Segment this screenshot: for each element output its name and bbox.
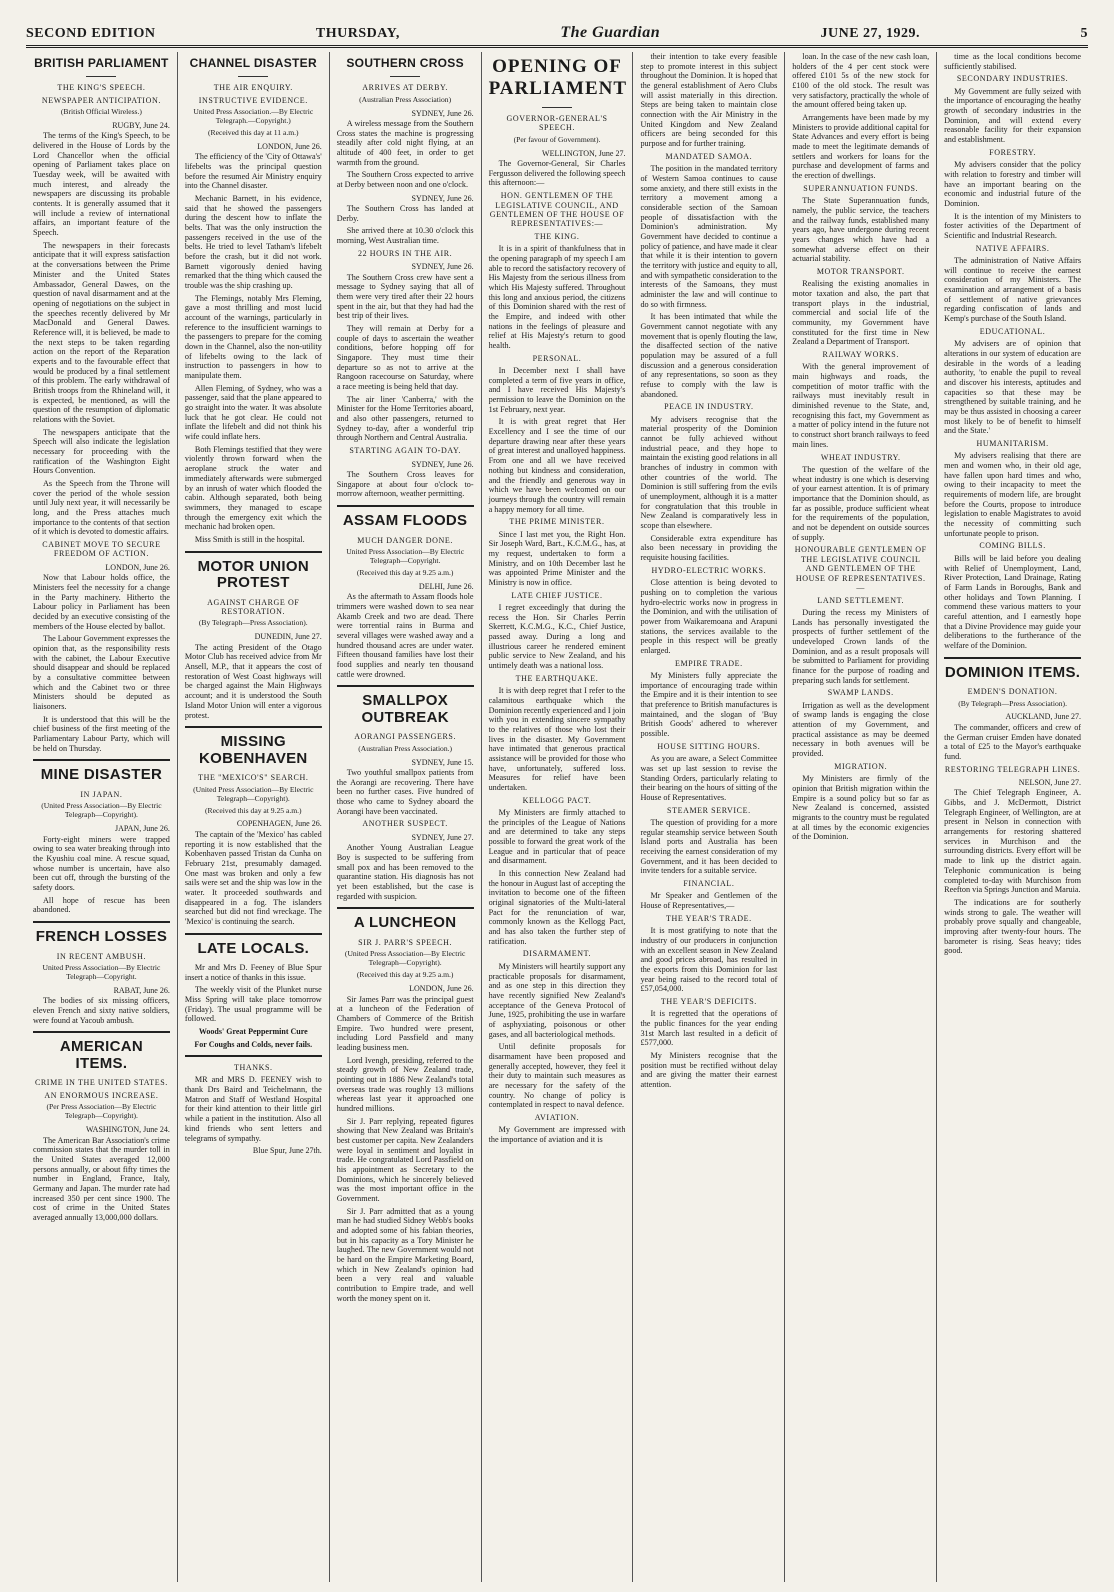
paragraph: It is the intention of my Ministers to foster activities of the Department of Scientific and Industrial Research.	[944, 211, 1082, 240]
subhead: THE "MEXICO'S" SEARCH.	[198, 773, 309, 783]
subhead: SWAMP LANDS.	[827, 688, 894, 698]
headline-southern-cross: SOUTHERN CROSS	[346, 56, 464, 70]
paragraph: My Government are fully seized with the importance of encouraging the heathy growth of secondary industries in the Dominion, and will extend every reasonable facility for their expansion and establishment.	[944, 86, 1082, 145]
paragraph: They will remain at Derby for a couple of days to ascertain the weather conditions, before hopping off for Singapore. They must time their departure so as not to arrive at the Rangoon racecourse on Saturday, where a race meeting is being held that day.	[336, 324, 474, 392]
column-5	[633, 52, 785, 1582]
subhead: AN ENORMOUS INCREASE.	[44, 1090, 159, 1100]
headline-assam-floods: ASSAM FLOODS	[342, 512, 468, 529]
paragraph: The American Bar Association's crime commission states that the murder toll in the United States averaged 12,000 persons annually, or about fifty times the number in England, France, Italy, Germany and Japan. The murder rate had increased 350 per cent since 1900. The cost of crime in the United States averaged annually 13,000,000 dollars.	[33, 1135, 170, 1222]
paragraph: Another Young Australian League Boy is suspected to be suffering from small pox and has been removed to the quarantine station. His diagnosis has not yet been established, but the case is regarded with suspicion.	[336, 843, 474, 901]
subhead: PEACE IN INDUSTRY.	[664, 402, 754, 412]
headline-late-locals: LATE LOCALS.	[197, 939, 310, 957]
headline-french-losses: FRENCH LOSSES	[35, 928, 168, 946]
paragraph: She arrived there at 10.30 o'clock this morning, West Australian time.	[336, 226, 474, 246]
issue-date: JUNE 27, 1929.	[820, 26, 921, 41]
paragraph: All hope of rescue has been abandoned.	[33, 895, 170, 915]
issue-day: THURSDAY,	[315, 26, 400, 41]
paragraph: Considerable extra expenditure has also been necessary in providing the requisite housing facilities.	[640, 533, 778, 563]
subhead: FINANCIAL.	[683, 879, 735, 889]
dateline: RABAT, June 26.	[113, 985, 170, 995]
paragraph: It is with deep regret that I refer to the calamitous earthquake which the Dominion recently experienced and I join with you in extending sincere sympathy to the relatives of those who lost their lives in the disaster. My Government have intimated that generous practical assistance will be provided for those who have, unfortunately, suffered loss. Measures for relief have been undertaken.	[488, 686, 626, 792]
paragraph: It is most gratifying to note that the industry of our producers in conjunction with an excellent season in New Zealand and good prices abroad, has resulted in the exports from this Dominion for last year being raised to the record total of £57,054,000.	[640, 926, 778, 994]
paragraph: The Southern Cross has landed at Derby.	[336, 204, 474, 223]
divider	[33, 1031, 170, 1033]
dateline: SYDNEY, June 27.	[411, 832, 474, 842]
divider	[33, 759, 170, 761]
received-note: (Received this day at 9.25 a.m.)	[204, 805, 302, 815]
subhead-thanks: THANKS.	[233, 1063, 273, 1073]
paragraph: I regret exceedingly that during the recess the Hon. Sir Charles Perrin Skerrett, K.C.M.G., K.C., Chief Justice, passed away. During a long and illustrious career he rendered eminent public service to New Zealand, and his untimely death was a national loss.	[488, 603, 626, 671]
dateline: NELSON, June 27.	[1018, 778, 1082, 788]
paragraph: As the Speech from the Throne will cover the period of the whole session until July next year, it will necessarily be long, and the Press attaches much importance to the contents of that section of it which is devoted to domestic affairs.	[33, 478, 170, 537]
subhead: LATE CHIEF JUSTICE.	[511, 590, 603, 600]
paragraph: It is regretted that the operations of the public finances for the year ending 31st March last resulted in a deficit of £577,000.	[640, 1009, 778, 1048]
dateline: DUNEDIN, June 27.	[254, 632, 322, 642]
paragraph: My advisers consider that the policy with relation to forestry and timber will have an important bearing on the economic and industrial future of the Dominion.	[944, 160, 1082, 208]
dateline: JAPAN, June 26.	[115, 824, 170, 834]
subhead: MANDATED SAMOA.	[665, 151, 753, 161]
paragraph: My Ministers are firmly of the opinion that British migration within the Empire is a sound policy but so far as New Zealand is concerned, assisted migrants to the country must be regulated at all times by the economic exigencies of the Dominion.	[792, 774, 930, 842]
subhead: THE KING'S SPEECH.	[57, 83, 146, 93]
column-6	[785, 52, 937, 1582]
received-note: (Received this day at 9.25 a.m.)	[356, 567, 454, 577]
subhead: THE YEAR'S DEFICITS.	[660, 996, 757, 1006]
subhead: LAND SETTLEMENT.	[817, 595, 905, 605]
dateline: SYDNEY, June 26.	[411, 262, 474, 272]
divider	[337, 907, 474, 909]
paragraph: My Ministers are firmly attached to the principles of the League of Nations and are determined to take any steps possible to forward the great work of the League and in particular that of peace and disarmament.	[488, 808, 626, 866]
subhead: HONOURABLE GENTLEMEN OF THE LEGISLATIVE COUNCIL AND GENTLEMEN OF THE HOUSE OF REPRESENTATIVES.—	[794, 545, 927, 593]
dateline: LONDON, June 26.	[409, 984, 474, 994]
subhead: SIR J. PARR'S SPEECH.	[358, 937, 453, 947]
paragraph: Now that Labour holds office, the Ministers feel the necessity for a change in the Party machinery. Hitherto the Labour policy in Parliament has been decided by an executive consisting of the members of the House elected by ballot.	[33, 573, 170, 631]
subhead: HON. GENTLEMEN OF THE LEGISLATIVE COUNCIL, AND GENTLEMEN OF THE HOUSE OF REPRESENTATIVES:—	[489, 191, 625, 229]
headline-motor-union-protest: MOTOR UNION PROTEST	[197, 557, 309, 592]
divider	[944, 657, 1081, 659]
dateline: COPENHAGEN, June 26.	[236, 819, 322, 829]
paragraph: The terms of the King's Speech, to be delivered in the House of Lords by the Lord Chancellor when the official opening of Parliament takes place on Tuesday week, will be awaited with much interest, and already the newspapers are discussing its probable contents. It is generally assumed that it will include a review of international affairs, an important feature of the Speech.	[33, 131, 170, 238]
dateline: RUGBY, June 24.	[112, 120, 170, 130]
subhead: COMING BILLS.	[979, 541, 1046, 551]
subhead: HOUSE SITTING HOURS.	[657, 741, 761, 751]
credit-line: (United Press Association—By Electric Telegraph—Copyright).	[344, 949, 466, 968]
paragraph: Allen Fleming, of Sydney, who was a passenger, said that the plane appeared to go straight into the water. It was absolute luck that he got clear. He could not inflate the lifebelt and did not think his wife could inflate hers.	[184, 383, 322, 442]
subhead: IN JAPAN.	[80, 789, 123, 799]
headline-channel-disaster: CHANNEL DISASTER	[189, 56, 317, 70]
paragraph: Both Flemings testified that they were violently thrown forward when the aeroplane struck the water and immediately afterwards were submerged by an inrush of water which flooded the cabin. Although separated, both being swimmers, they managed to escape through the emergency exit which the mechanic had broken open.	[184, 444, 322, 532]
dateline: AUCKLAND, June 27.	[1005, 712, 1082, 722]
subhead: FORESTRY.	[989, 147, 1036, 157]
masthead	[26, 22, 1088, 48]
paragraph: Close attention is being devoted to pushing on to completion the various hydro-electric works now in progress in the Dominion, and with the utilisation of power from Waikaremoana and Arapuni stations, the services available to the people in this respect will be greatly enlarged.	[640, 578, 778, 655]
subhead: AVIATION.	[534, 1112, 580, 1122]
divider	[185, 933, 322, 935]
paragraph: Arrangements have been made by my Ministers to provide additional capital for State Advances and every effort is being made to meet the legitimate demands of settlers and workers for loans for the purchase and development of farms and the erection of dwellings.	[792, 113, 930, 181]
subhead: RESTORING TELEGRAPH LINES.	[944, 764, 1081, 774]
dateline: LONDON, June 26.	[257, 141, 322, 151]
divider	[542, 107, 572, 108]
column-7	[937, 52, 1088, 1582]
headline-a-luncheon: A LUNCHEON	[353, 914, 457, 932]
dateline: WASHINGTON, June 24.	[86, 1125, 170, 1135]
paragraph: Mr Speaker and Gentlemen of the House of Representatives,—	[640, 891, 778, 911]
dateline: LONDON, June 26.	[105, 562, 170, 572]
headline-opening-of-parliament: OPENING OF PARLIAMENT	[488, 56, 628, 100]
paragraph: The captain of the 'Mexico' has cabled reporting it is now established that the Kobenhaven passed Tristan da Cunha on February 21st, presumably damaged. One mast was broken and only a few sails were set and the ship was low in the water. It proceeded southwards and disappeared in a fog. The islanders searched but did not find wreckage. The 'Mexico' is continuing the search.	[184, 829, 322, 926]
page-number: 5	[1080, 26, 1088, 41]
subhead: AORANGI PASSENGERS.	[354, 732, 457, 742]
credit-line: (By Telegraph—Press Association).	[198, 618, 308, 628]
paragraph: Bills will be laid before you dealing with Relief of Unemployment, Land, River Protection, Land Drainage, Rating of Farm Lands in Boroughs, Bank and other holidays and Town Planning. I commend these various matters to your careful attention, and I earnestly hope that a Divine Providence may guide your deliberations to the furtherance of the welfare of the Dominion.	[944, 553, 1082, 650]
paragraph: In this connection New Zealand had the honour in August last of accepting the invitation to become one of the fifteen original signatories of the Multi-lateral Pact for the renunciation of war, commonly known as the Kellogg Pact, and has also taken the further step of ratification.	[488, 869, 626, 946]
paragraph: The Governor-General, Sir Charles Fergusson delivered the following speech this afternoon:—	[488, 159, 626, 188]
signature-line: Blue Spur, June 27th.	[252, 1146, 322, 1156]
paragraph: The efficiency of the 'City of Ottawa's' lifebelts was the principal question before the resumed Air Ministry enquiry into the Channel disaster.	[184, 152, 322, 191]
subhead: MUCH DANGER DONE.	[357, 535, 454, 545]
subhead: STEAMER SERVICE.	[667, 805, 751, 815]
paragraph: The Southern Cross expected to arrive at Derby between noon and one o'clock.	[336, 170, 474, 190]
paragraph: Irrigation as well as the development of swamp lands is engaging the close attention of my Government, and practical assistance as may be deemed necessary in both avenues will be provided.	[792, 700, 930, 759]
divider	[337, 505, 474, 507]
column-1	[26, 52, 178, 1582]
credit-line: (United Press Association—By Electric Telegraph—Copyright).	[41, 801, 162, 820]
paragraph: Realising the existing anomalies in motor taxation and also, the part that transport plays in the industrial, commercial and social life of the community, my Government have constituted for the first time in New Zealand a Department of Transport.	[792, 279, 930, 347]
received-note: (Received this day at 11 a.m.)	[207, 127, 299, 137]
credit-line: (Australian Press Association)	[359, 94, 452, 104]
subhead: ANOTHER SUSPECT.	[362, 819, 448, 829]
divider	[337, 685, 474, 687]
paragraph: Mr and Mrs D. Feeney of Blue Spur insert a notice of thanks in this issue.	[184, 963, 322, 982]
subhead: WHEAT INDUSTRY.	[820, 452, 901, 462]
subhead: NATIVE AFFAIRS.	[975, 243, 1050, 253]
advert-line: Woods' Great Peppermint Cure	[198, 1027, 308, 1037]
paragraph: The acting President of the Otago Motor Club has received advice from Mr Ansell, M.P., that it appears the cost of restoration of West Coast highways will be charged against the Main Highways account; and it is understood the South Island Motor Union will enter a vigorous protest.	[184, 642, 322, 720]
paragraph: As the aftermath to Assam floods hole trimmers were washed down to sea near Akamb Creek and two are dead. There were torrential rains in Burma and several villages were washed away and a hundred thousand acres are under water. Fifteen thousand families have lost their food supplies and nearly ten thousand cattle were drowned.	[336, 592, 474, 679]
subhead: IN RECENT AMBUSH.	[56, 951, 147, 961]
credit-line: United Press Association—By Electric Telegraph—Copyright.	[42, 962, 161, 981]
paragraph: The air liner 'Canberra,' with the Minister for the Home Territories aboard, and also other passengers, returned to Sydney to-day, after a wonderful trip through Northern and Central Australia.	[336, 394, 474, 443]
paragraph: Until definite proposals for disarmament have been proposed and generally accepted, however, they feel it their duty to maintain such measures as are necessary for the safety of the country. No change of policy is contemplated in respect to naval defence.	[488, 1042, 626, 1110]
newspaper-title: The Guardian	[560, 24, 661, 41]
credit-line: (United Press Association—By Electric Telegraph—Copyright).	[193, 784, 314, 803]
dateline: SYDNEY, June 26.	[411, 108, 474, 118]
credit-line: (Per Press Association—By Electric Telegraph—Copyright).	[46, 1102, 157, 1121]
paragraph: The question of providing for a more regular steamship service between South Island ports and Australia has been receiving the earnest consideration of my Government, and it has been decided to invite tenders for a suitable service.	[640, 817, 778, 876]
paragraph: My Ministers will heartily support any practicable proposals for disarmament, and as one step in this direction they have recently signified New Zealand's acceptance of the Geneva Protocol of June, 1925, prohibiting the use in warfare of asphyxiating, poisonous or other gases, and all bacteriological methods.	[488, 961, 626, 1039]
subhead: ARRIVES AT DERBY.	[362, 83, 448, 93]
paragraph: My advisers recognise that the material prosperity of the Dominion cannot be fully achieved without industrial peace, and they hope to maintain the existing good relations in all branches of industry in common with other countries of the world. The Dominion is still suffering from the evils of unemployment, although it is a matter for congratulation that this trouble in New Zealand is comparatively less in scope than elsewhere.	[640, 414, 778, 531]
paragraph: Lord Ivengh, presiding, referred to the steady growth of New Zealand trade, pointing out in 1886 New Zealand's total overseas trade was roughly 13 millions whereas last year it approached one hundred millions.	[336, 1055, 474, 1113]
headline-missing-kobenhaven: MISSING KOBENHAVEN	[199, 733, 308, 767]
subhead: DISARMAMENT.	[522, 949, 592, 959]
paragraph: A wireless message from the Southern Cross states the machine is progressing steadily after cold night flying, at an altitude of 400 feet, in order to get warmth from the ground.	[336, 118, 474, 167]
paragraph: The question of the welfare of the wheat industry is one which is deserving of your earnest attention. It is of primary importance that the Dominion should, as far as possible, produce sufficient wheat for the requirements of the population, and not be dependent on outside sources of supply.	[792, 464, 930, 542]
credit-line: United Press Association.—By Electric Telegraph.—Copyright.)	[193, 107, 314, 125]
subhead: KELLOGG PACT.	[522, 795, 592, 805]
subhead: EMDEN'S DONATION.	[967, 687, 1058, 697]
paragraph: loan. In the case of the new cash loan, holders of the 4 per cent stock were offered £101 5s of the new stock for £100 of the old stock. The result was very satisfactory, practically the whole of the amount offered being taken up.	[792, 52, 930, 110]
subhead: HUMANITARISM.	[976, 438, 1049, 448]
paragraph: Since I last met you, the Right Hon. Sir Joseph Ward, Bart., K.C.M.G., has, at my request, undertaken to form a Ministry, and on 10th December last he was appointed Prime Minister and the Ministry is now in office.	[488, 529, 626, 587]
paragraph: The Flemings, notably Mrs Fleming, gave a most thrilling and most lucid account of the warnings, particularly in reference to the insufficient warnings to the passengers to prepare for the coming down in the Channel, also the non-utility of lifebelts owing to the lack of instruction to passengers in how to manipulate them.	[184, 293, 322, 381]
paragraph: It is understood that this will be the chief business of the first meeting of the Parliamentary Labour Party, which will be held on Thursday.	[33, 714, 170, 753]
paragraph: Mechanic Barnett, in his evidence, said that he showed the passengers during the descent how to inflate the belts. That was the only instruction the passengers received in the use of the belts. He tried to level Tatham's lifebelt before the crash, but it did not work. Barnett vigorously denied having remarked that the thing which caused the trouble was the ship crashing up.	[184, 194, 322, 291]
subhead: MOTOR TRANSPORT.	[816, 266, 905, 276]
subhead: CABINET MOVE TO SECURE FREEDOM OF ACTION.	[42, 539, 161, 559]
paragraph: It is in a spirit of thankfulness that in the opening paragraph of my speech I am able to record the satisfactory recovery of His Majesty from the serious illness from which His Majesty suffered. Throughout this long and anxious period, the citizens of this Dominion shared with the rest of the Empire, and indeed with other nations in the feelings of pleasure and relief at His Majesty's return to good health.	[488, 244, 626, 350]
subhead: MIGRATION.	[834, 761, 888, 771]
paragraph: The Labour Government expresses the opinion that, as the responsibility rests with the cabinet, the Labour Executive should disappear and should be replaced by a consultative committee between which and the Cabinet two or three Ministers should be deputed as liaisoners.	[33, 634, 170, 712]
paragraph: Sir James Parr was the principal guest at a luncheon of the Federation of Chambers of Commerce of the British Empire. Two hundred were present, including Lord Passfield and many leading business men.	[336, 994, 474, 1052]
headline-mine-disaster: MINE DISASTER	[40, 766, 163, 784]
divider	[185, 1055, 322, 1057]
paragraph: My advisers realising that there are men and women who, in their old age, have fallen upon hard times and who, owing to their incapacity to meet the requirements of modern life, are brought before the Courts, propose to introduce legislation to enable Magistrates to avoid the necessity of committing such unfortunate people to prison.	[944, 451, 1082, 538]
subhead: NEWSPAPER ANTICIPATION.	[41, 95, 161, 105]
subhead: EMPIRE TRADE.	[675, 658, 743, 668]
paragraph: Two youthful smallpox patients from the Aorangi are recovering. There have been no further cases. Five hundred of those who came to Sydney aboard the Aorangi have been vaccinated.	[336, 768, 474, 816]
subhead: AGAINST CHARGE OF RESTORATION.	[207, 597, 300, 616]
paragraph: Sir J. Parr admitted that as a young man he had studied Sidney Webb's books and adopted some of his fabian theories, but in his capacity as a Tory Minister he laughed. The new Government would not be hard on the Empire Marketing Board, which in New Zealand's opinion had been a very real and valuable contribution to Empire trade, and well worth the money spent on it.	[336, 1206, 474, 1303]
paragraph: During the recess my Ministers of Lands has personally investigated the prospects of further settlement of the undeveloped Crown lands of the Dominion, and as a result proposals will be submitted to Parliament for providing finance for the purpose of roading and preparing such lands for settlement.	[792, 607, 930, 685]
paragraph: Miss Smith is still in the hospital.	[194, 534, 305, 544]
paragraph: The commander, officers and crew of the German cruiser Emden have donated a total of £25 to the Mayor's earthquake fund.	[944, 722, 1082, 761]
subhead: STARTING AGAIN TO-DAY.	[349, 446, 461, 456]
paragraph: My Government are impressed with the importance of aviation and it is	[488, 1125, 626, 1145]
subhead: THE YEAR'S TRADE.	[666, 913, 752, 923]
divider	[86, 76, 116, 77]
subhead: CRIME IN THE UNITED STATES.	[34, 1078, 168, 1088]
subhead: THE AIR ENQUIRY.	[213, 83, 293, 93]
subhead: 22 HOURS IN THE AIR.	[357, 248, 453, 258]
credit-line: (Per favour of Government).	[513, 134, 601, 144]
edition-label: SECOND EDITION	[26, 26, 156, 41]
credit-line: (By Telegraph—Press Association).	[958, 698, 1067, 708]
paragraph: In December next I shall have completed a term of five years in office, and I have received His Majesty's permission to leave the Dominion on the 1st February, next year.	[488, 366, 626, 414]
paragraph: My Ministers recognise that the position must be rectified without delay and are giving the matter their earnest attention.	[640, 1051, 778, 1090]
dateline: SYDNEY, June 26.	[411, 193, 474, 203]
divider	[185, 551, 322, 553]
paragraph: The administration of Native Affairs will continue to receive the earnest consideration of my Ministers. The examination and arrangement of a basis of settlement of native grievances regarding confiscation of lands and Kemp's purchase of the South Island.	[944, 256, 1082, 324]
dateline: SYDNEY, June 15.	[411, 757, 474, 767]
paragraph: Forty-eight miners were trapped owing to sea water breaking through into the Kyushiu coal mine. A rescue squad, whose number is uncertain, have also been cut off, through the bursting of the safety doors.	[33, 834, 170, 893]
subhead: THE KING.	[534, 231, 580, 241]
paragraph: The Southern Cross leaves for Singapore at about four o'clock to-morrow afternoon, weather permitting.	[336, 469, 474, 499]
paragraph: With the general improvement of main highways and roads, the competition of motor traffic with the railways must inevitably result in diminished revenue to the State, and, recognising this fact, my Government as a matter of policy intend in the future not to construct short branch railways to feed main lines.	[792, 362, 930, 449]
paragraph: The bodies of six missing officers, eleven French and sixty native soldiers, were found at Yacoub ambush.	[33, 996, 170, 1025]
paragraph: The Chief Telegraph Engineer, A. Gibbs, and J. McDermott, District Telegraph Engineer, of Wellington, are at present in Nelson in connection with arrangements for restoring shattered services in Murchison and the surrounding districts. Every effort will be made to link up the district again. Telephonic communication is being completed to-day with Murchison from Reefton via Springs Junction and Maruia.	[944, 788, 1082, 895]
subhead: THE PRIME MINISTER.	[509, 517, 605, 527]
subhead: INSTRUCTIVE EVIDENCE.	[198, 95, 308, 105]
paragraph: It has been intimated that while the Government cannot negotiate with any movement that is openly flouting the law, the disaffected section of the native population may be assured of a full discussion and a generous consideration of any representations, so soon as they refuse to comply with the law is abandoned.	[640, 312, 778, 399]
headline-british-parliament: BRITISH PARLIAMENT	[34, 56, 169, 70]
divider	[238, 76, 268, 77]
headline-american-items: AMERICAN ITEMS.	[59, 1038, 144, 1072]
paragraph: The newspapers anticipate that the Speech will also indicate the legislation necessary for proceeding with the ratification of the Washington Eight Hours Convention.	[33, 427, 170, 476]
divider	[185, 726, 322, 728]
paragraph: My Ministers fully appreciate the importance of encouraging trade within the Empire and it is their intention to see that preference to British manufactures is maintained, and the slogan of 'Buy British Goods' adhered to wherever possible.	[640, 671, 778, 739]
columns	[26, 52, 1088, 1582]
divider	[390, 76, 420, 77]
paragraph: time as the local conditions become sufficiently stabilised.	[944, 52, 1082, 71]
dateline: DELHI, June 26.	[418, 581, 474, 591]
column-4	[482, 52, 634, 1582]
paragraph: As you are aware, a Select Committee was set up last session to revise the Standing Orders, particularly relating to their bearing on the hours of sitting of the House of Representatives.	[640, 754, 778, 802]
credit-line: United Press Association—By Electric Telegraph—Copyright.	[346, 546, 465, 565]
paragraph: The weekly visit of the Plunket nurse Miss Spring will take place tomorrow (Friday). The usual programme will be followed.	[184, 985, 322, 1024]
paragraph: The position in the mandated territory of Western Samoa continues to cause some anxiety, and there still exists in the territory a movement among a considerable section of the Samoan people of dissatisfaction with the Dominion's administration. My Government have decided to continue a policy of patience, and have made it clear that while it is their intention to govern the territory with justice and equity to all, and with sympathetic consideration to the interests of the Samoans, they must administer the law and will continue to do so with firmness.	[640, 164, 778, 309]
subhead: HYDRO-ELECTRIC WORKS.	[651, 565, 767, 575]
headline-smallpox-outbreak: SMALLPOX OUTBREAK	[361, 692, 449, 726]
subhead: PERSONAL.	[532, 353, 582, 363]
credit-line: (British Official Wireless.)	[60, 107, 142, 117]
dateline: WELLINGTON, June 27.	[542, 148, 626, 158]
paragraph: MR and MRS D. FEENEY wish to thank Drs Baird and Teichelmann, the Matron and Staff of Westland Hospital for their kind attention to their little girl while a patient in the institution. Also all kind friends who sent letters and telegrams of sympathy.	[184, 1075, 322, 1143]
paragraph: The State Superannuation funds, namely, the public service, the teachers and the railway funds, established many years ago, have undergone during recent years changes which have had a somewhat adverse effect on their actuarial stability.	[792, 196, 930, 264]
paragraph: It is with great regret that Her Excellency and I see the time of our departure drawing near after these years of great interest and unalloyed happiness. From one and all we have received nothing but kindness and consideration, and the friendly and generous way in which we have been welcomed on our journeys through the country will remain a happy memory for all time.	[488, 417, 626, 514]
column-2	[178, 52, 330, 1582]
dateline: SYDNEY, June 26.	[411, 459, 474, 469]
headline-dominion-items: DOMINION ITEMS.	[944, 663, 1081, 681]
paragraph: The indications are for southerly winds strong to gale. The weather will probably prove squally and changeable, improving after twenty-four hours. The barometer is rising. Seas heavy; tides good.	[944, 897, 1082, 956]
subhead: SECONDARY INDUSTRIES.	[956, 74, 1069, 84]
subhead: RAILWAY WORKS.	[822, 350, 899, 360]
paragraph: The Southern Cross crew have sent a message to Sydney saying that all of them were very tired after their 22 hours spent in the air, but that they had had the best trip of their lives.	[336, 272, 474, 321]
paragraph: The newspapers in their forecasts anticipate that it will express satisfaction at the conversations between the Prime Minister and the United States Ambassador, General Dawes, on the question of naval disarmament and at the opening of negotiations on the subject in the speeches recently delivered by Mr MacDonald and General Dawes. Reference will, it is believed, be made to the next steps to be taken regarding action on the report of the Reparation experts and to the favourable effect that would be produced by a final settlement of this problem. The early withdrawal of British troops from the Rhineland will, it is expected, be mentioned, as will the question of the resumption of diplomatic relations with the Soviet.	[33, 240, 170, 424]
advert-line: For Coughs and Colds, never fails.	[194, 1039, 313, 1049]
subhead: EDUCATIONAL.	[979, 326, 1046, 336]
received-note: (Received this day at 9.25 a.m.)	[356, 970, 454, 980]
credit-line: (Australian Press Association.)	[358, 743, 453, 753]
subhead: SUPERANNUATION FUNDS.	[803, 183, 919, 193]
paragraph: My advisers are of opinion that alterations in our system of education are desirable in the words of a leading authority, 'to enable the pupil to reveal and discover his interests, aptitudes and capacities so that these may be strengthened by suitable training, and he may be thus assisted in choosing a career most likely to be of benefit to himself and the State.'	[944, 339, 1082, 436]
divider	[33, 921, 170, 923]
paragraph: their intention to take every feasible step to promote interest in this subject throughout the Dominion. It is hoped that the general establishment of Aero Clubs will assist materially in this direction. Steps are being taken to maintain close connection with the Air Ministry in the United Kingdom and New Zealand officers are being seconded for this purpose and for further training.	[640, 52, 778, 149]
column-3	[330, 52, 482, 1582]
subhead: GOVERNOR-GENERAL'S SPEECH.	[506, 113, 608, 133]
subhead: THE EARTHQUAKE.	[515, 673, 599, 683]
paragraph: Sir J. Parr replying, repeated figures showing that New Zealand was Britain's best customer per capita. New Zealanders were loyal in sentiment and loyalist in trade. He congratulated Lord Passfield on his appointment as Secretary to the Dominions, which he sincerely believed was the most important office in the Government.	[336, 1116, 474, 1204]
